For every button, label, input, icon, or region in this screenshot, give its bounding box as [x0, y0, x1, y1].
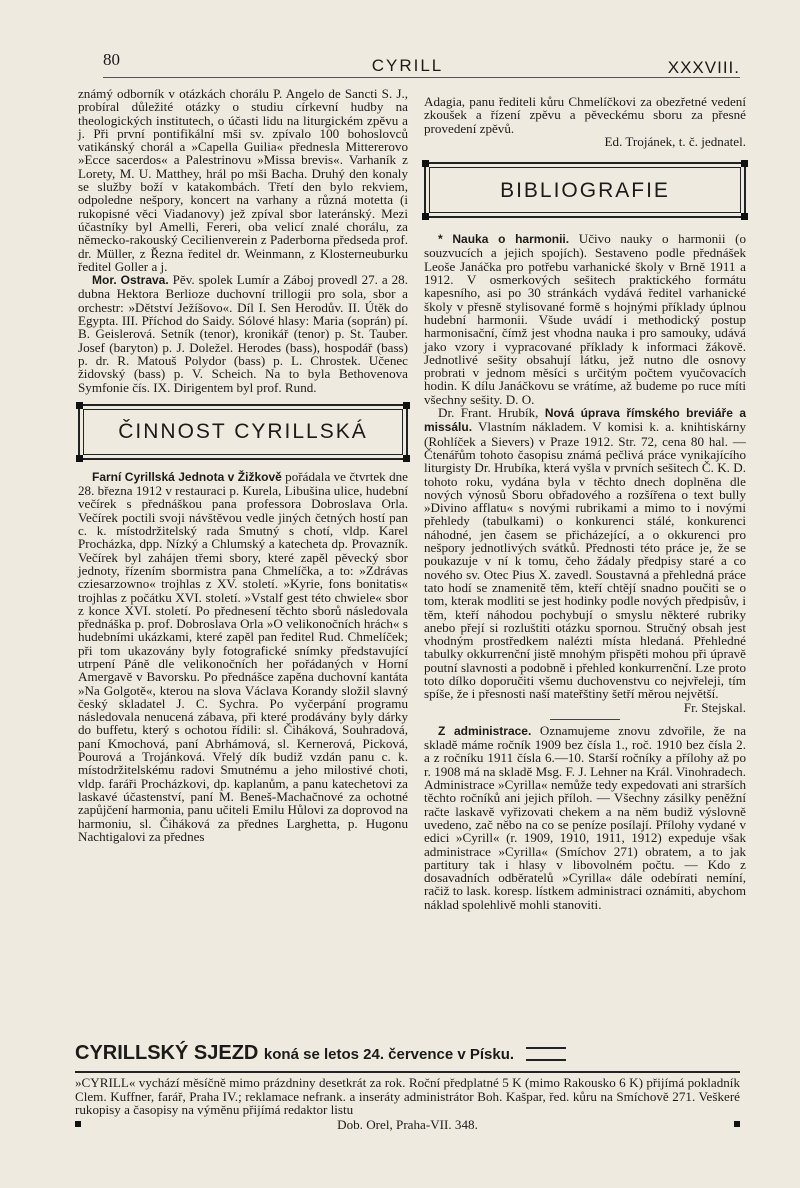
corner-ornament-icon [741, 213, 748, 220]
divider [550, 719, 620, 720]
section-heading-box [78, 404, 408, 460]
zizkov-text: pořádala ve čtvrtek dne 28. března 1912 v restauraci p. Kurela, Libušina ulice, hudební večírek s přednáškou pana professora Dobroslava Orla. Večírek poctili svoji návštěvou vedle jiných četných hostí pan c. k. místodržitelský rada Smutný s chotí, vldp. Karel Procházka, dpp. Nízký a Chlumský a katecheta dp. Provazník. Večírek byl zahájen třemi sbory, které zapěl pěvecký sbor jednoty, řízením sbormistra pana Chmelíčka, a to: »Zdrávas cziesarzowno« trojhlas z XV. století. »Kyrie, fons bonitatis« trojhlas z počátku XVI. století. »Vstalf gest této chwiele« sbor z konce XVI. století. Po přednesení těchto sborů následovala přednáška p. prof. Dobroslava Orla »O velikonočních hrách« s hudebními ukázkami, které zapěl pan ředitel Rud. Chmelíček; při tom ukazovány byly fotografické snímky představující utrpení Páně dle velikonočních her pořádaných v Horní Amergavě v Bavorsku. Po přednášce zapěna duchovní kantáta »Na Golgotě«, kterou na slova Václava Korandy složil slavný český skladatel J. C. Sychra. Po vyčerpání programu následovala nenucená zábava, při které prodávány byly dárky do buffetu, který s ochotou řídili: sl. Čiháková, Souhradová, paní Kmochová, paní Abrhámová, sl. Kernerová, Picková, Pourová a Trojánková. Vřelý dík budiž vzdán panu c. k. místodržitelskému radovi Smutnému a jeho milostivé choti, vldp. faráři Procházkovi, dp. kaplanům, a panu katechetovi za laskavé účastenství, paní M. Beneš-Machačnové za ochotné zapůjčení harmonia, panu učiteli Emilu Hůlovi za doprovod na harmoniu, sl. Čiháková za přednes Larghetta, p. Hugonu Nachtigalovi za přednes [78, 468, 408, 844]
harmony-text: Učivo nauky o harmonii (o souzvucích a jejich spojích). Sestaveno podle přednášek Leoše Janáčka pro potřebu varhanické školy v Brně 1911 a 1912. V osmerkových sešitech praktického formátu kapesního, asi po 30 stránkách vydává ředitel varhanické školy v přesně stylisované formě s hojnými příklady úplnou hudební harmonii. Všude uvádí i methodický postup harmonisační, čímž jest vhodna nauka i pro samouky, udává jako vzory i vypracované příklady k informaci žákově. Jednotlivé sešity obsahují látku, jež nutno dle osnovy probrati v jednom měsíci s určitým počtem vyučovacích hodin. K dílu Janáčkovu se vrátíme, až budeme po ruce míti všechny sešity. D. O. [424, 231, 746, 407]
continuation-paragraph: Adagia, panu řediteli kůru Chmelíčkovi za obezřetné vedení zkoušek a řízení zpěvu a pěveckému sboru za přesné provedení zpěvů. [424, 94, 746, 136]
administration-notice [424, 724, 746, 911]
corner-ornament-icon [741, 160, 748, 167]
corner-ornament-icon [422, 160, 429, 167]
notice-text: »CYRILL« vychází měsíčně mimo prázdniny desetkrát za rok. Roční předplatné 5 K (mimo Rakousko 6 K) přijímá pokladník Clem. Kuffner, farář, Praha IV.; reklamace nefrank. a inseráty administrátor Boh. Kašpar, řed. kůru na Smíchově 271. Veškeré rukopisy a časopisy na výměnu přijímá redaktor listu [75, 1075, 740, 1117]
breviary-label: Nová úprava římského breviáře a missálu. [424, 406, 747, 435]
administration-text: Oznamujeme znovu zdvořile, že na skladě máme ročník 1909 bez čísla 1., roč. 1910 bez čísla 2. a z ročníku 1911 čísla 6.—10. Starší ročníky a přílohy až po r. 1908 má na skladě Msg. F. J. Lehner na Král. Vinohradech. Administrace »Cyrilla« nemůže tedy expedovati ani strarších těchto ročníků ani jejich příloh. — Všechny zásilky peněžní račte laskavě vyřizovati chekem a na něm budiž výslovně uvedeno, zač něbo na co se peníze posílají. Přílohy vydané v edici »Cyrill« (r. 1909, 1910, 1911, 1912) expeduje však administrace »Cyrilla« (Smíchov 271) obratem, a to jak partitury tak i hlasy v libovolném počtu. — Kdo z dosavadních odběratelů »Cyrilla« dále odebírati nemíní, račiž to lask. koresp. lístkem administraci oznámiti, abychom náklad spolehlivě mohli stanoviti. [424, 722, 747, 912]
volume-number: XXXVIII. [667, 58, 740, 77]
footer-rule [75, 1071, 740, 1073]
administration-label: Z administrace. [438, 723, 532, 738]
breviary-text: Vlastním nákladem. V komisi k. a. knihtiskárny (Rohlíček a Sievers) v Praze 1912. Str. 72, cena 80 hal. — Čtenářům tohoto časopisu známá pečlivá práce vynikajícího liturgisty Dr. Hrubíka, která vyšla v prvních sešitech Č. K. D. tohoto roku, vydána byla v těchto dnech doplněna dle nových výnosů Sboru obřadového a rozšířena o text bully »Divino afflatu« s novými rubrikami a mimo to i novými přehledy (tabulkami) o konkurenci stálé, konkurenci náhodné, jen časem se přicházející, a o okkurenci pro nešpory jednotlivých svátků. Přednosti této práce je, že se poukazuje v ní k tomu, čeho žádaly předpisy staré a co nového sv. Otec Pius X. zavedl. Soustavná a přehledná práce tato hodí se znamenitě těm, kteří chtějí snadno poučiti se o tom, kterak modliti se jest hodinky podle nových předpisův, i těm, kteří náhodou pochybují o smyslu některé rubriky anebo přejí si rozluštiti otázku spornou. Stručný obsah jest vhodným prostředkem nalézti místa hledaná. Přehledné tabulky okkurrenční jistě mnohým přispěti mohou při úpravě poutní slavnosti a podobně i přehled konkurrenční. Lze proto toto dílko doporučiti všemu duchovenstvu co nejvřeleji, tím spíše, že i přesnosti naší mateřštiny šetří měrou největší. [424, 419, 746, 702]
journal-title: CYRILL [371, 56, 444, 75]
rome-report-paragraph: známý odborník v otázkách chorálu P. Angelo de Sancti S. J., probíral důležité otázky o studiu církevní hudby na theologických institutech, o účasti lidu na liturgickém zpěvu a j. Při první pontifikální mši sv. zpívalo 100 bohoslovců vatikánský chorál a »Capella Guilia« přednesla Mittererovo »Ecce sacerdos« a Palestrinovu »Missa brevis«. Varhaník z Lorety, M. U. Matthey, hrál po mši Bacha. Druhý den konaly se služby boží v katakombách. Třetí den bylo rekviem, odpoledne nešpory, koncert na varhany a různá motetta (i rukopisné věci Viadanovy) jež zpíval sbor lateránský. Mezi účastníky byl Amelli, Fereri, oba velicí znalé chorálu, za německo-rakouský Cecilienverein z Paderborna předseda prof. dr. Müller, z Řezna ředitel dr. Weinmann, z Klosterneuburku ředitel Goller a j. [78, 86, 408, 274]
zizkov-paragraph [78, 470, 408, 843]
subscription-notice [75, 1076, 740, 1131]
banner-main: CYRILLSKÝ SJEZD [75, 1042, 259, 1064]
harmony-label: * Nauka o harmonii. [438, 232, 570, 247]
section-heading: ČINNOST CYRILLSKÁ [118, 420, 368, 444]
page-number: 80 [103, 50, 120, 69]
zizkov-label: Farní Cyrillská Jednota v Žižkově [92, 469, 282, 484]
corner-ornament-icon [403, 402, 410, 409]
notice-address: Dob. Orel, Praha-VII. 348. [337, 1116, 478, 1132]
section-heading-box [424, 162, 746, 218]
running-header [75, 50, 740, 78]
header-rule [103, 77, 740, 78]
breviary-review [424, 406, 746, 701]
signature: Fr. Stejskal. [683, 699, 746, 715]
banner-rule [526, 1047, 566, 1061]
ostrava-paragraph [78, 273, 408, 394]
square-ornament-icon [75, 1121, 81, 1127]
harmony-review [424, 232, 746, 406]
signature: Ed. Trojánek, t. č. jednatel. [604, 133, 746, 149]
left-column [78, 87, 408, 843]
corner-ornament-icon [76, 455, 83, 462]
notice-last-line [75, 1118, 740, 1132]
congress-banner [75, 1042, 740, 1072]
banner-rest: koná se letos 24. července v Písku. [263, 1046, 515, 1063]
ostrava-text: Pěv. spolek Lumír a Záboj provedl 27. a 28. dubna Hektora Berlioze duchovní trillogii pro sola, sbor a orchestr: »Dětství Ježíšovo«. Díl I. Sen Herodův. II. Útěk do Egypta. III. Příchod do Saidy. Sólové hlasy: Maria (soprán) pí. B. Geislerová. Setník (tenor), kronikář (tenor) p. St. Tauber. Josef (baryton) p. J. Doležel. Herodes (bass), hospodář (bass) p. dr. R. Matouš Polydor (bass) p. L. Chrostek. Učenec židovský (bass) p. V. Scheich. Na to byla Bethovenova Symfonie čís. IX. Dirigentem byl prof. Rund. [78, 272, 408, 395]
ostrava-label: Mor. Ostrava. [92, 273, 169, 288]
section-heading: BIBLIOGRAFIE [500, 178, 670, 202]
corner-ornament-icon [403, 455, 410, 462]
corner-ornament-icon [422, 213, 429, 220]
square-ornament-icon [734, 1121, 740, 1127]
right-column [424, 95, 746, 911]
breviary-author: Dr. Frant. Hrubík, [438, 405, 539, 421]
corner-ornament-icon [76, 402, 83, 409]
